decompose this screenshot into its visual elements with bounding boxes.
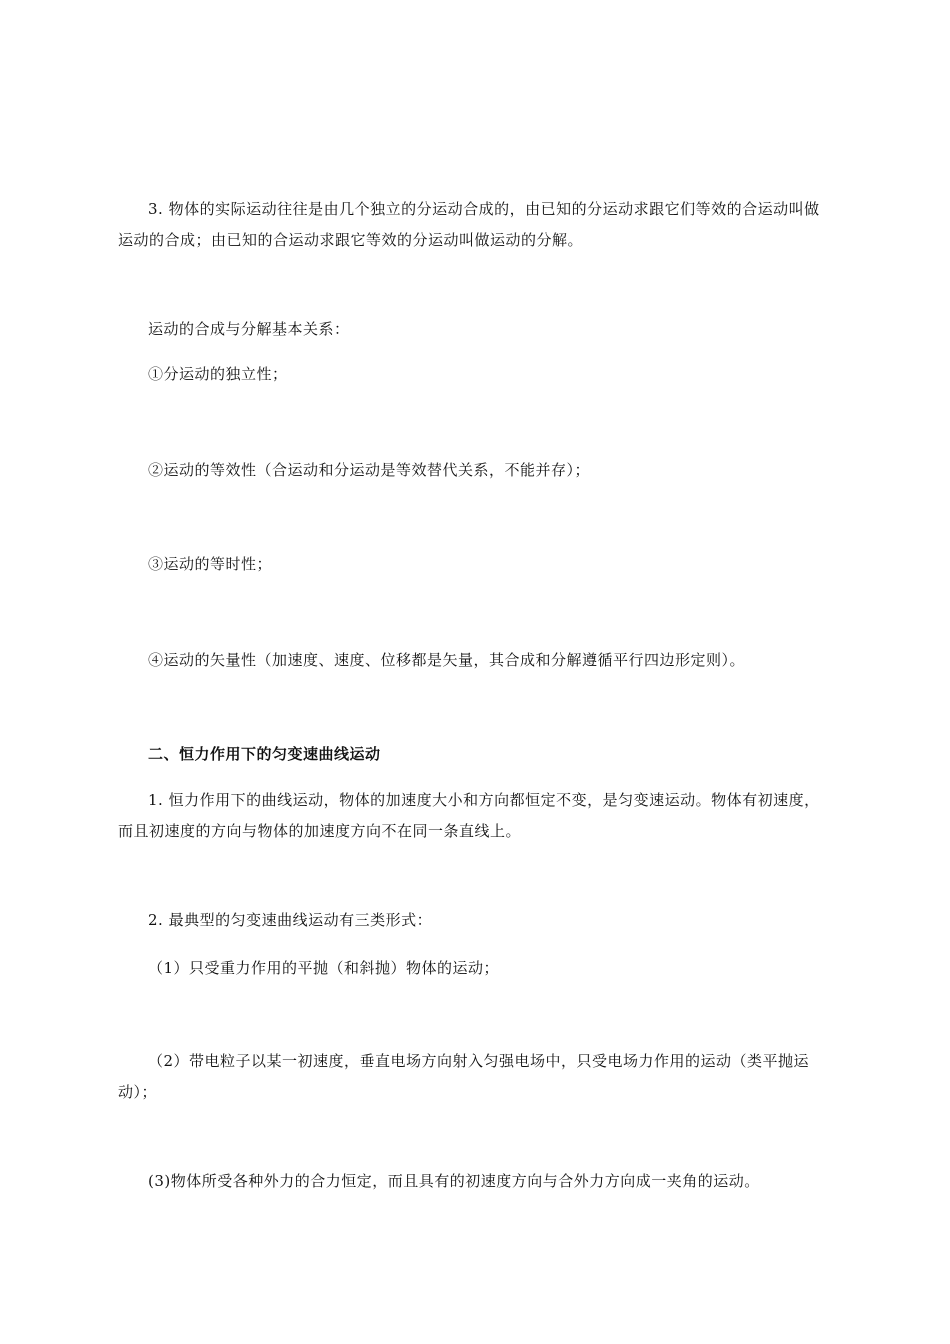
list-item-charged-particle-motion: （2）带电粒子以某一初速度，垂直电场方向射入匀强电场中，只受电场力作用的运动（类平抛运动）； bbox=[118, 1052, 810, 1101]
list-item-vector-nature: ④运动的矢量性（加速度、速度、位移都是矢量，其合成和分解遵循平行四边形定则）。 bbox=[148, 651, 746, 669]
section-heading: 二、恒力作用下的匀变速曲线运动 bbox=[148, 745, 381, 763]
list-item-projectile-motion: （1）只受重力作用的平抛（和斜抛）物体的运动； bbox=[148, 959, 500, 977]
paragraph-typical-forms-intro: 2. 最典型的匀变速曲线运动有三类形式： bbox=[148, 911, 433, 929]
list-item-isochronism: ③运动的等时性； bbox=[148, 555, 273, 573]
paragraph-constant-force-motion: 1. 恒力作用下的曲线运动，物体的加速度大小和方向都恒定不变，是匀变速运动。物体有初速度，而且初速度的方向与物体的加速度方向不在同一条直线上。 bbox=[118, 791, 820, 840]
list-item-equivalence: ②运动的等效性（合运动和分运动是等效替代关系，不能并存）； bbox=[148, 461, 591, 479]
list-item-independence: ①分运动的独立性； bbox=[148, 365, 288, 383]
paragraph-basic-relations-intro: 运动的合成与分解基本关系： bbox=[148, 320, 350, 338]
list-item-constant-net-force-motion: (3)物体所受各种外力的合力恒定，而且具有的初速度方向与合外力方向成一夹角的运动。 bbox=[148, 1172, 760, 1190]
paragraph-composition-definition: 3. 物体的实际运动往往是由几个独立的分运动合成的，由已知的分运动求跟它们等效的合运动叫做运动的合成；由已知的合运动求跟它等效的分运动叫做运动的分解。 bbox=[118, 200, 820, 249]
